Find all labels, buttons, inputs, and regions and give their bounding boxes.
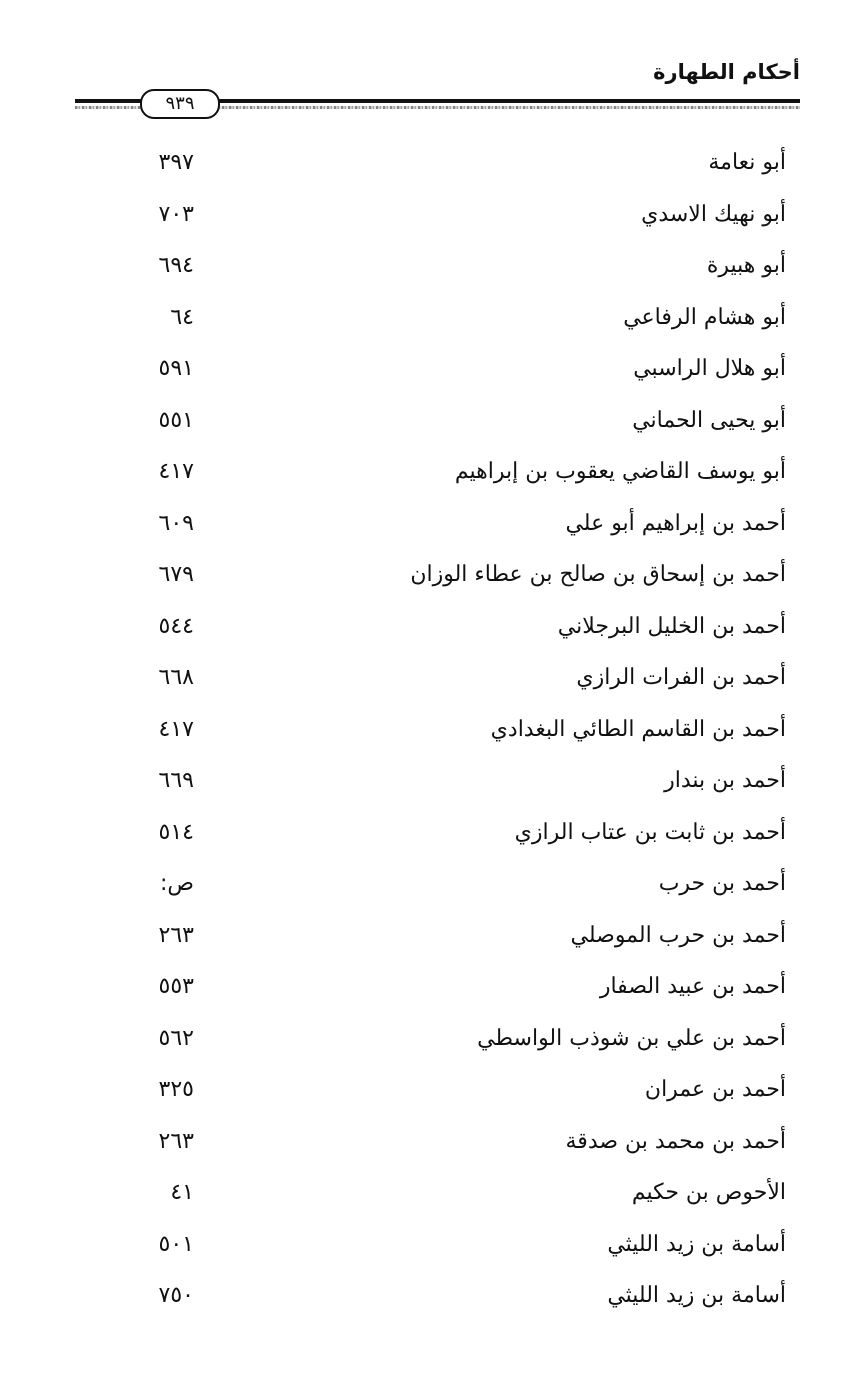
entry-page-number: ص: xyxy=(159,871,194,896)
entry-name: أحمد بن عمران xyxy=(644,1077,786,1102)
entry-page-number: ٥٥٣ xyxy=(158,974,194,999)
entry-name: الأحوص بن حكيم xyxy=(631,1180,786,1205)
index-entry xyxy=(0,760,868,812)
page-header xyxy=(60,60,800,130)
index-entry xyxy=(0,1069,868,1121)
name-index-list xyxy=(0,142,868,1327)
index-entry xyxy=(0,606,868,658)
index-entry xyxy=(0,1018,868,1070)
index-entry xyxy=(0,451,868,503)
entry-page-number: ٥١٤ xyxy=(158,819,194,845)
entry-page-number: ٥٥١ xyxy=(158,407,194,433)
book-title: أحكام الطهارة xyxy=(653,60,800,84)
entry-name: أحمد بن محمد بن صدقة xyxy=(565,1128,786,1154)
index-entry xyxy=(0,1275,868,1327)
entry-name: أبو يوسف القاضي يعقوب بن إبراهيم xyxy=(454,459,786,484)
entry-name: أحمد بن عبيد الصفار xyxy=(599,974,786,999)
page-number-badge xyxy=(140,89,220,119)
index-entry xyxy=(0,142,868,194)
index-entry xyxy=(0,709,868,761)
entry-page-number: ٧٥٠ xyxy=(158,1283,194,1308)
entry-page-number: ٦٤ xyxy=(170,304,194,330)
index-entry xyxy=(0,915,868,967)
entry-page-number: ٤١ xyxy=(170,1180,194,1205)
index-entry xyxy=(0,245,868,297)
index-entry xyxy=(0,554,868,606)
entry-page-number: ٥٤٤ xyxy=(158,613,194,639)
entry-name: أحمد بن ثابت بن عتاب الرازي xyxy=(514,819,786,845)
index-entry xyxy=(0,1224,868,1276)
entry-page-number: ٦٠٩ xyxy=(158,510,194,536)
entry-name: أسامة بن زيد الليثي xyxy=(607,1231,786,1257)
entry-name: أبو يحيى الحماني xyxy=(632,407,786,433)
index-entry xyxy=(0,657,868,709)
index-entry xyxy=(0,1172,868,1224)
entry-name: أبو هشام الرفاعي xyxy=(623,304,786,330)
entry-name: أحمد بن إبراهيم أبو علي xyxy=(565,510,786,536)
entry-page-number: ٥٩١ xyxy=(158,356,194,381)
entry-name: أحمد بن حرب xyxy=(658,871,786,896)
entry-page-number: ٢٦٣ xyxy=(158,922,194,948)
entry-name: أبو نعامة xyxy=(708,150,786,175)
entry-name: أحمد بن بندار xyxy=(664,768,786,793)
index-entry xyxy=(0,503,868,555)
index-entry xyxy=(0,400,868,452)
index-entry xyxy=(0,348,868,400)
index-entry xyxy=(0,863,868,915)
entry-page-number: ٦٦٩ xyxy=(158,768,194,793)
entry-page-number: ٥٠١ xyxy=(158,1231,194,1257)
index-entry xyxy=(0,1121,868,1173)
entry-name: أبو هلال الراسبي xyxy=(633,356,786,381)
entry-page-number: ٦٦٨ xyxy=(158,665,194,690)
entry-page-number: ٢٦٣ xyxy=(158,1128,194,1154)
entry-page-number: ٥٦٢ xyxy=(158,1025,194,1051)
page-number: ٩٣٩ xyxy=(165,93,195,114)
entry-page-number: ٣٢٥ xyxy=(158,1077,194,1102)
entry-page-number: ٧٠٣ xyxy=(158,201,194,227)
entry-name: أحمد بن الخليل البرجلاني xyxy=(557,613,786,639)
entry-name: أحمد بن إسحاق بن صالح بن عطاء الوزان xyxy=(410,562,786,587)
index-entry xyxy=(0,194,868,246)
entry-page-number: ٤١٧ xyxy=(158,716,194,742)
entry-page-number: ٣٩٧ xyxy=(158,150,194,175)
entry-name: أبو هبيرة xyxy=(706,253,786,278)
index-entry xyxy=(0,966,868,1018)
entry-name: أحمد بن حرب الموصلي xyxy=(570,922,786,948)
entry-name: أحمد بن القاسم الطائي البغدادي xyxy=(490,716,786,742)
entry-name: أسامة بن زيد الليثي xyxy=(607,1283,786,1308)
entry-name: أحمد بن علي بن شوذب الواسطي xyxy=(477,1025,786,1051)
entry-page-number: ٤١٧ xyxy=(158,459,194,484)
index-entry xyxy=(0,297,868,349)
index-entry xyxy=(0,812,868,864)
entry-page-number: ٦٩٤ xyxy=(158,253,194,278)
entry-name: أبو نهيك الاسدي xyxy=(641,201,786,227)
entry-name: أحمد بن الفرات الرازي xyxy=(576,665,786,690)
entry-page-number: ٦٧٩ xyxy=(158,562,194,587)
